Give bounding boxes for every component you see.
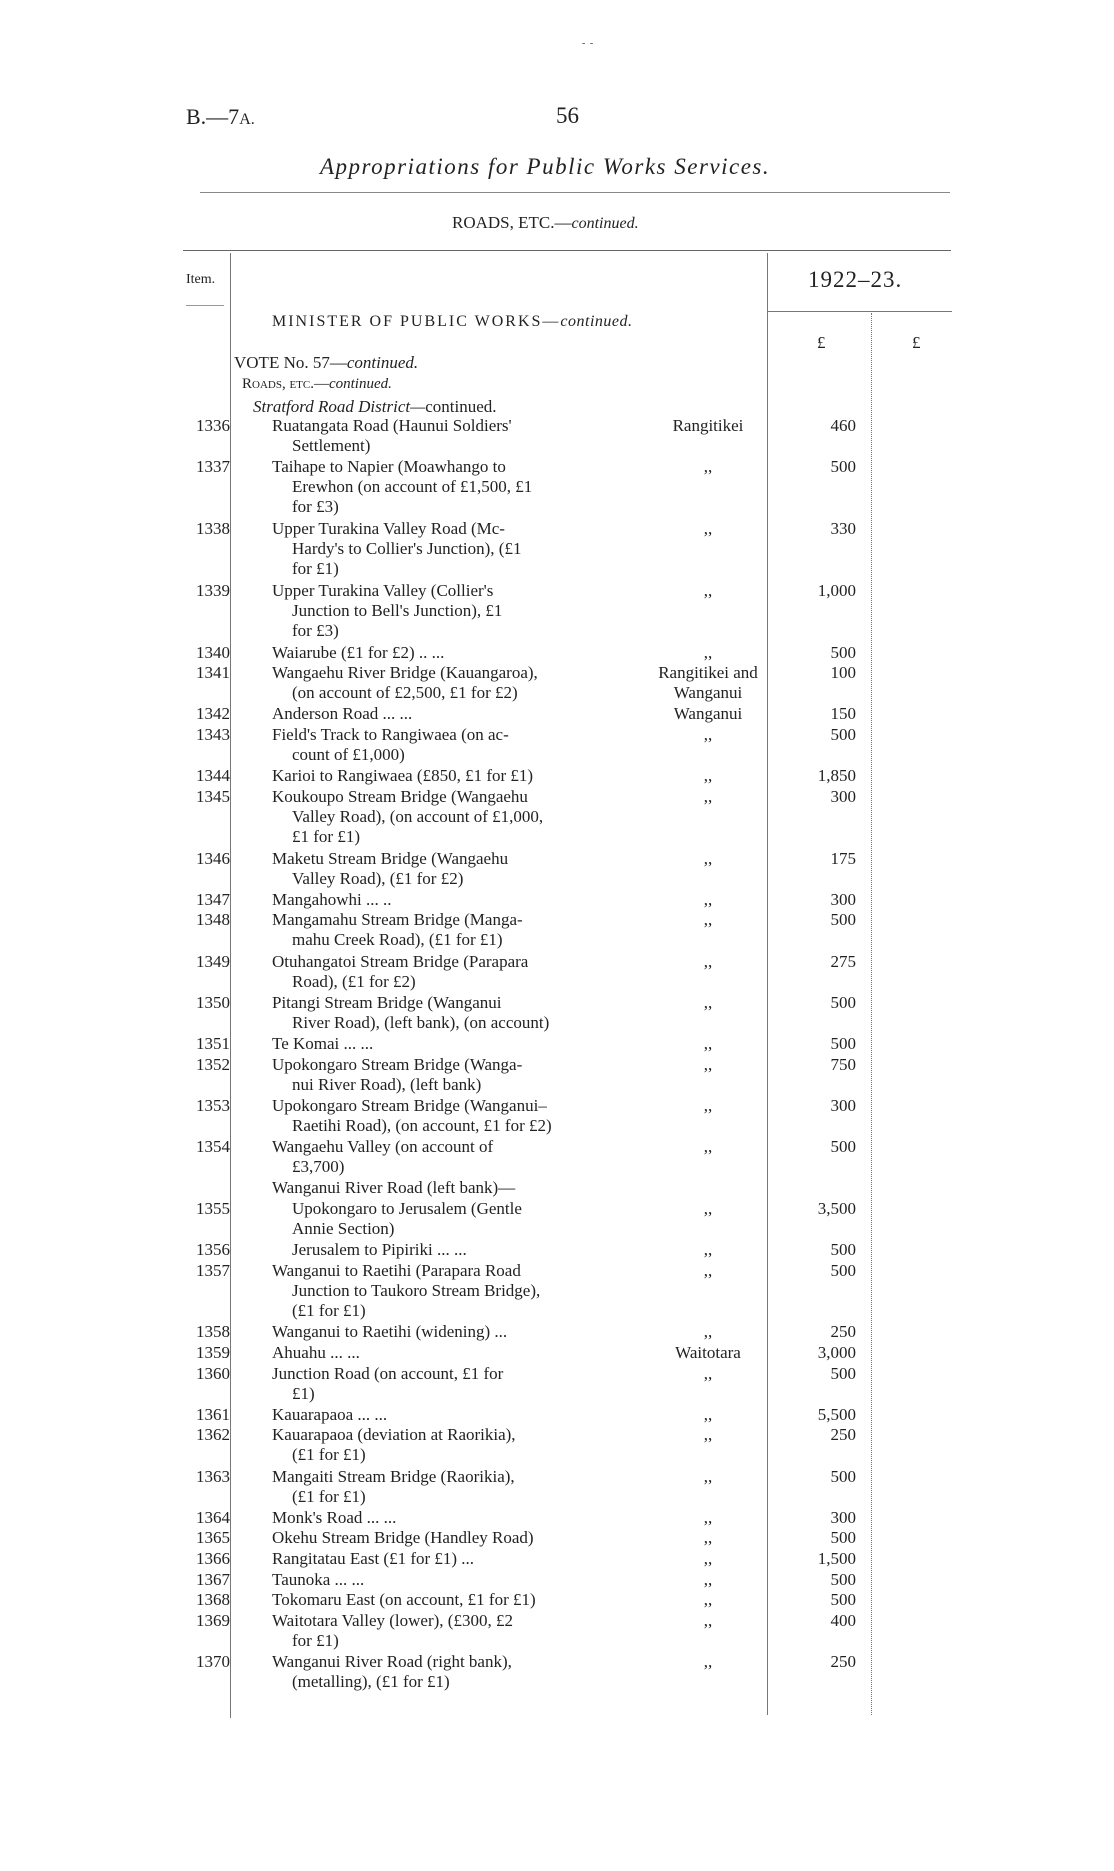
item-number: 1368 — [196, 1590, 230, 1610]
item-number: 1363 — [196, 1466, 230, 1486]
district-name-continued: Wanganui — [673, 683, 743, 703]
description-line: Waitotara Valley (lower), (£300, £2 — [272, 1610, 513, 1630]
item-number: 1362 — [196, 1425, 230, 1445]
item-district — [658, 1055, 758, 1075]
description-line: River Road), (left bank), (on account) — [292, 1012, 550, 1032]
description-line: £1) — [292, 1383, 315, 1403]
description-line: Tokomaru East (on account, £1 for £1) — [272, 1590, 536, 1610]
item-district — [658, 1528, 758, 1548]
item-amount: 330 — [830, 519, 856, 538]
item-description — [272, 1405, 662, 1425]
item-district — [658, 643, 758, 663]
item-amount: 100 — [830, 663, 856, 683]
item-description — [272, 643, 662, 663]
item-number: 1349 — [196, 951, 230, 971]
item-amount: 1,000 — [817, 580, 856, 600]
item-amount: 750 — [830, 1054, 856, 1074]
item-district — [658, 1611, 758, 1631]
item-district — [658, 1364, 758, 1384]
item-district — [658, 1590, 758, 1610]
item-district — [658, 1467, 758, 1487]
item-number: 1348 — [196, 910, 230, 930]
description-line: (£1 for £1) — [292, 1445, 366, 1465]
description-line: Maketu Stream Bridge (Wangaehu — [272, 848, 509, 868]
item-amount: 500 — [830, 1260, 856, 1280]
description-line: Erewhon (on account of £1,500, £1 — [292, 477, 533, 497]
item-number: 1358 — [196, 1322, 230, 1342]
description-line: Junction Road (on account, £1 for — [272, 1363, 504, 1383]
district-name: ,, — [703, 1569, 713, 1589]
district-name: ,, — [703, 642, 713, 662]
district-name: Rangitikei — [672, 416, 744, 435]
district-name: ,, — [703, 1652, 713, 1671]
district-name: ,, — [703, 580, 713, 600]
item-amount: 300 — [830, 1095, 856, 1115]
item-number: 1364 — [196, 1507, 230, 1527]
item-number: 1370 — [196, 1652, 230, 1671]
item-description — [272, 1467, 662, 1507]
item-number: 1344 — [196, 766, 230, 786]
description-line: Monk's Road ... ... — [272, 1507, 397, 1527]
item-amount: 300 — [830, 786, 856, 806]
item-amount: 175 — [830, 848, 856, 868]
item-description — [272, 725, 662, 765]
item-number: 1361 — [196, 1404, 230, 1424]
item-description — [272, 1199, 662, 1239]
item-amount: 250 — [830, 1652, 856, 1671]
district-name: ,, — [703, 889, 713, 909]
item-column-header: Item. — [186, 272, 216, 287]
item-column-rule — [230, 253, 231, 1718]
item-description — [272, 1055, 662, 1095]
district-name: ,, — [703, 1260, 713, 1280]
district-name: ,, — [703, 1137, 713, 1156]
description-line: Waiarube (£1 for £2) .. ... — [272, 642, 445, 662]
description-line: Field's Track to Rangiwaea (on ac- — [272, 725, 509, 744]
item-header-rule — [186, 305, 224, 306]
item-amount: 250 — [830, 1425, 856, 1445]
description-line: Wanganui River Road (left bank)— — [272, 1178, 516, 1198]
item-amount: 500 — [830, 1034, 856, 1053]
description-line: Valley Road), (£1 for £2) — [292, 868, 464, 888]
description-line: Okehu Stream Bridge (Handley Road) — [272, 1528, 534, 1548]
item-number: 1356 — [196, 1240, 230, 1259]
district-name: ,, — [703, 848, 713, 868]
item-description — [272, 1652, 662, 1692]
item-district — [658, 457, 758, 477]
item-description — [272, 1178, 662, 1198]
item-amount: 500 — [830, 1569, 856, 1589]
district-name: ,, — [703, 1404, 713, 1424]
item-amount: 400 — [830, 1610, 856, 1630]
item-amount: 1,850 — [817, 766, 856, 786]
item-description — [272, 849, 662, 889]
item-district — [658, 1137, 758, 1157]
item-number: 1337 — [196, 457, 230, 477]
item-description — [272, 1240, 662, 1260]
item-amount: 500 — [830, 1590, 856, 1610]
district-heading: Stratford Road District—continued. — [253, 397, 497, 416]
item-amount: 3,500 — [817, 1198, 856, 1218]
item-district — [658, 416, 758, 436]
description-line: Karioi to Rangiwaea (£850, £1 for £1) — [272, 766, 534, 786]
item-amount: 500 — [830, 1528, 856, 1548]
description-line: Wanganui to Raetihi (Parapara Road — [272, 1260, 521, 1280]
description-line: Otuhangatoi Stream Bridge (Parapara — [272, 951, 529, 971]
item-description — [272, 787, 662, 847]
item-district — [658, 910, 758, 930]
item-number: 1355 — [196, 1198, 230, 1218]
item-amount: 460 — [830, 416, 856, 435]
district-name: ,, — [703, 1034, 713, 1053]
description-line: Upokongaro Stream Bridge (Wanganui– — [272, 1095, 547, 1115]
item-district — [658, 849, 758, 869]
description-line: (on account of £2,500, £1 for £2) — [292, 683, 518, 703]
district-name: ,, — [703, 725, 713, 744]
item-amount: 3,000 — [817, 1343, 856, 1362]
item-district — [658, 890, 758, 910]
district-name: ,, — [703, 1590, 713, 1610]
description-line: (metalling), (£1 for £1) — [292, 1672, 450, 1691]
item-amount: 500 — [830, 910, 856, 930]
title-rule — [200, 192, 950, 193]
item-number: 1342 — [196, 704, 230, 724]
item-district — [658, 766, 758, 786]
district-name: ,, — [703, 519, 713, 538]
vote-heading: VOTE No. 57—continued. — [234, 353, 419, 372]
item-description — [272, 1425, 662, 1465]
item-number: 1369 — [196, 1610, 230, 1630]
description-line: for £1) — [292, 1630, 339, 1650]
district-name: ,, — [703, 1198, 713, 1218]
item-description — [272, 1549, 662, 1569]
item-district — [658, 1240, 758, 1260]
item-district — [658, 1652, 758, 1672]
description-line: Upper Turakina Valley (Collier's — [272, 580, 494, 600]
description-line: Taunoka ... ... — [272, 1569, 365, 1589]
description-line: Kauarapaoa ... ... — [272, 1404, 388, 1424]
item-district — [658, 1322, 758, 1342]
roads-subheading: Roads, etc.—continued. — [242, 376, 392, 392]
item-description — [272, 581, 662, 641]
description-line: (£1 for £1) — [292, 1300, 366, 1320]
item-district — [658, 1096, 758, 1116]
item-district — [658, 1405, 758, 1425]
year-column-rule — [767, 253, 768, 1715]
description-line: Mangahowhi ... .. — [272, 889, 392, 909]
item-description — [272, 766, 662, 786]
item-amount: 500 — [830, 1137, 856, 1156]
series-number: B.—7A. — [186, 104, 255, 129]
district-name: ,, — [703, 910, 713, 930]
description-line: Upokongaro Stream Bridge (Wanga- — [272, 1054, 523, 1074]
item-description — [272, 1570, 662, 1590]
item-district — [658, 993, 758, 1013]
item-amount: 275 — [830, 951, 856, 971]
description-line: Pitangi Stream Bridge (Wanganui — [272, 992, 502, 1012]
item-district — [658, 663, 758, 703]
item-number: 1347 — [196, 889, 230, 909]
item-district — [658, 1570, 758, 1590]
table-top-rule — [183, 250, 951, 251]
description-line: Junction to Bell's Junction), £1 — [292, 600, 503, 620]
item-number: 1357 — [196, 1260, 230, 1280]
item-number: 1336 — [196, 416, 230, 435]
district-name: ,, — [703, 1549, 713, 1568]
description-line: Wangaehu River Bridge (Kauangaroa), — [272, 663, 538, 683]
item-number: 1365 — [196, 1528, 230, 1548]
description-line: Upokongaro to Jerusalem (Gentle — [292, 1198, 522, 1218]
page-title: Appropriations for Public Works Services. — [320, 154, 771, 179]
description-line: Settlement) — [292, 436, 371, 455]
description-line: for £1) — [292, 559, 339, 578]
description-line: £3,700) — [292, 1157, 345, 1176]
item-description — [272, 993, 662, 1033]
item-district — [658, 1199, 758, 1219]
item-district — [658, 1425, 758, 1445]
description-line: Raetihi Road), (on account, £1 for £2) — [292, 1115, 552, 1135]
item-district — [658, 1034, 758, 1054]
district-name: ,, — [703, 766, 713, 786]
district-name: ,, — [703, 1610, 713, 1630]
item-description — [272, 416, 662, 456]
description-line: mahu Creek Road), (£1 for £1) — [292, 930, 503, 950]
item-amount: 500 — [830, 642, 856, 662]
item-amount: 500 — [830, 1363, 856, 1383]
item-district — [658, 725, 758, 745]
item-number: 1360 — [196, 1363, 230, 1383]
item-number: 1346 — [196, 848, 230, 868]
item-description — [272, 1343, 662, 1363]
description-line: for £3) — [292, 620, 339, 640]
item-description — [272, 910, 662, 950]
item-description — [272, 1528, 662, 1548]
item-number: 1352 — [196, 1054, 230, 1074]
item-description — [272, 1137, 662, 1177]
item-amount: 500 — [830, 992, 856, 1012]
district-name: ,, — [703, 1240, 713, 1259]
item-number: 1367 — [196, 1569, 230, 1589]
currency-header-1: £ — [817, 333, 826, 352]
item-number: 1341 — [196, 663, 230, 683]
item-district — [658, 704, 758, 724]
page-number: 56 — [556, 103, 579, 128]
amount-column-rule — [871, 313, 872, 1715]
item-district — [658, 787, 758, 807]
district-name: Rangitikei and — [658, 663, 758, 683]
description-line: Ruatangata Road (Haunui Soldiers' — [272, 416, 512, 435]
district-name: Wanganui — [673, 704, 743, 724]
district-name: ,, — [703, 1528, 713, 1548]
item-number: 1339 — [196, 580, 230, 600]
item-district — [658, 519, 758, 539]
item-number: 1340 — [196, 642, 230, 662]
year-column-header: 1922–23. — [808, 267, 903, 292]
item-description — [272, 1611, 662, 1651]
section-heading: ROADS, ETC.—continued. — [452, 213, 639, 232]
item-amount: 500 — [830, 725, 856, 744]
item-description — [272, 704, 662, 724]
district-name: ,, — [703, 1054, 713, 1074]
district-name: ,, — [703, 1363, 713, 1383]
item-description — [272, 1261, 662, 1321]
item-description — [272, 1364, 662, 1404]
district-name: ,, — [703, 992, 713, 1012]
item-number: 1366 — [196, 1549, 230, 1568]
item-description — [272, 1096, 662, 1136]
district-name: ,, — [703, 951, 713, 971]
item-description — [272, 952, 662, 992]
item-number: 1351 — [196, 1034, 230, 1053]
description-line: Upper Turakina Valley Road (Mc- — [272, 519, 505, 538]
description-line: Junction to Taukoro Stream Bridge), — [292, 1280, 541, 1300]
item-description — [272, 663, 662, 703]
district-name: ,, — [703, 1095, 713, 1115]
item-description — [272, 1508, 662, 1528]
description-line: Te Komai ... ... — [272, 1034, 374, 1053]
item-amount: 1,500 — [817, 1549, 856, 1568]
description-line: Wanganui River Road (right bank), — [272, 1652, 512, 1671]
item-number: 1359 — [196, 1343, 230, 1362]
item-amount: 300 — [830, 1507, 856, 1527]
item-district — [658, 581, 758, 601]
currency-header-2: £ — [912, 333, 921, 352]
description-line: Anderson Road ... ... — [272, 704, 413, 724]
description-line: for £3) — [292, 497, 339, 517]
description-line: Mangaiti Stream Bridge (Raorikia), — [272, 1466, 515, 1486]
item-number: 1345 — [196, 786, 230, 806]
item-district — [658, 1508, 758, 1528]
item-amount: 250 — [830, 1322, 856, 1342]
description-line: count of £1,000) — [292, 745, 405, 764]
item-amount: 500 — [830, 457, 856, 477]
item-description — [272, 1322, 662, 1342]
item-district — [658, 1549, 758, 1569]
description-line: Annie Section) — [292, 1218, 395, 1238]
district-name: ,, — [703, 1466, 713, 1486]
description-line: Taihape to Napier (Moawhango to — [272, 457, 506, 477]
description-line: Ahuahu ... ... — [272, 1343, 360, 1362]
item-number: 1338 — [196, 519, 230, 538]
district-name: Waitotara — [675, 1343, 741, 1362]
item-amount: 500 — [830, 1466, 856, 1486]
item-amount: 300 — [830, 889, 856, 909]
description-line: Jerusalem to Pipiriki ... ... — [292, 1240, 467, 1259]
minister-heading: MINISTER OF PUBLIC WORKS—continued. — [272, 313, 633, 330]
item-number: 1354 — [196, 1137, 230, 1156]
description-line: Kauarapaoa (deviation at Raorikia), — [272, 1425, 516, 1445]
item-number: 1353 — [196, 1095, 230, 1115]
description-line: Rangitatau East (£1 for £1) ... — [272, 1549, 475, 1568]
item-district — [658, 1261, 758, 1281]
description-line: nui River Road), (left bank) — [292, 1074, 482, 1094]
description-line: (£1 for £1) — [292, 1486, 366, 1506]
description-line: Mangamahu Stream Bridge (Manga- — [272, 910, 523, 930]
item-amount: 500 — [830, 1240, 856, 1259]
description-line: £1 for £1) — [292, 826, 360, 846]
year-header-rule — [767, 311, 952, 312]
item-description — [272, 1034, 662, 1054]
item-description — [272, 519, 662, 579]
item-number: 1350 — [196, 992, 230, 1012]
item-district — [658, 1343, 758, 1363]
description-line: Koukoupo Stream Bridge (Wangaehu — [272, 786, 528, 806]
district-name: ,, — [703, 786, 713, 806]
item-amount: 150 — [830, 704, 856, 724]
item-number: 1343 — [196, 725, 230, 744]
item-description — [272, 457, 662, 517]
district-name: ,, — [703, 1322, 713, 1342]
item-description — [272, 890, 662, 910]
description-line: Wangaehu Valley (on account of — [272, 1137, 494, 1156]
district-name: ,, — [703, 1507, 713, 1527]
description-line: Hardy's to Collier's Junction), (£1 — [292, 539, 522, 558]
top-mark: - - — [582, 38, 595, 49]
item-amount: 5,500 — [817, 1404, 856, 1424]
item-district — [658, 952, 758, 972]
description-line: Valley Road), (on account of £1,000, — [292, 806, 544, 826]
district-name: ,, — [703, 1425, 713, 1445]
item-description — [272, 1590, 662, 1610]
description-line: Wanganui to Raetihi (widening) ... — [272, 1322, 508, 1342]
district-name: ,, — [703, 457, 713, 477]
description-line: Road), (£1 for £2) — [292, 971, 416, 991]
